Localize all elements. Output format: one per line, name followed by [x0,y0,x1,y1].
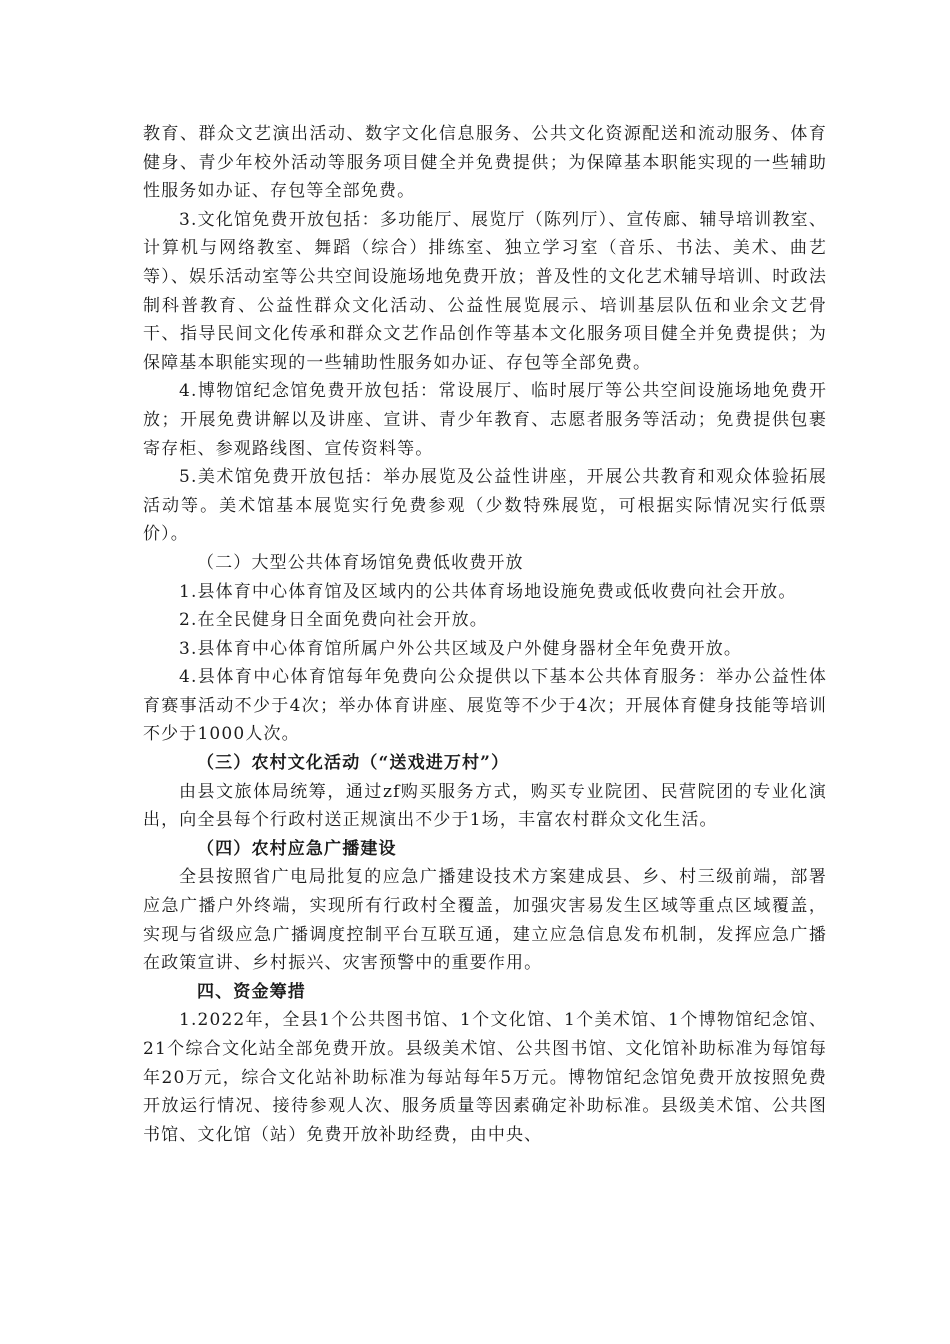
paragraph-cultural-center: 3.文化馆免费开放包括：多功能厅、展览厅（陈列厅）、宣传廊、辅导培训教室、计算机与网络教室、舞蹈（综合）排练室、独立学习室（音乐、书法、美术、曲艺等）、娱乐活动室等公共空间设施场地免费开放；普及性的文化艺术辅导培训、时政法制科普教育、公益性群众文化活动、公益性展览展示、培训基层队伍和业余文艺骨干、指导民间文化传承和群众文艺作品创作等基本文化服务项目健全并免费提供；为保障基本职能实现的一些辅助性服务如办证、存包等全部免费。 [143,209,827,373]
paragraph-emergency-broadcast: 全县按照省广电局批复的应急广播建设技术方案建成县、乡、村三级前端，部署应急广播户外终端，实现所有行政村全覆盖，加强灾害易发生区域等重点区域覆盖，实现与省级应急广播调度控制平台互联互通，建立应急信息发布机制，发挥应急广播在政策宣讲、乡村振兴、灾害预警中的重要作用。 [143,867,827,974]
document-page [143,120,827,1149]
section-heading-rural-culture: （三）农村文化活动（“送戏进万村”） [197,753,510,774]
paragraph-funding-1: 1.2022年，全县1个公共图书馆、1个文化馆、1个美术馆、1个博物馆纪念馆、21个综合文化站全部免费开放。县级美术馆、公共图书馆、文化馆补助标准为每馆每年20万元，综合文化站补助标准为每站每年5万元。博物馆纪念馆免费开放按照免费开放运行情况、接待参观人次、服务质量等因素确定补助标准。县级美术馆、公共图书馆、文化馆（站）免费开放补助经费，由中央、 [143,1010,827,1145]
paragraph-sports-2: 2.在全民健身日全面免费向社会开放。 [179,610,488,631]
section-heading-emergency-broadcast: （四）农村应急广播建设 [197,838,397,859]
paragraph-sports-4: 4.县体育中心体育馆每年免费向公众提供以下基本公共体育服务：举办公益性体育赛事活动不少于4次；举办体育讲座、展览等不少于4次；开展体育健身技能等培训不少于1000人次。 [143,667,827,745]
paragraph-free-services-continued: 教育、群众文艺演出活动、数字文化信息服务、公共文化资源配送和流动服务、体育健身、青少年校外活动等服务项目健全并免费提供；为保障基本职能实现的一些辅助性服务如办证、存包等全部免费。 [143,124,827,202]
paragraph-art-museum: 5.美术馆免费开放包括：举办展览及公益性讲座，开展公共教育和观众体验拓展活动等。美术馆基本展览实行免费参观（少数特殊展览，可根据实际情况实行低票价）。 [143,467,827,545]
paragraph-rural-culture: 由县文旅体局统筹，通过zf购买服务方式，购买专业院团、民营院团的专业化演出，向全县每个行政村送正规演出不少于1场，丰富农村群众文化生活。 [143,781,827,831]
section-heading-sports-venues: （二）大型公共体育场馆免费低收费开放 [197,552,524,573]
section-heading-funding: 四、资金筹措 [197,981,306,1002]
paragraph-sports-3: 3.县体育中心体育馆所属户外公共区域及户外健身器材全年免费开放。 [179,638,743,659]
paragraph-museum: 4.博物馆纪念馆免费开放包括：常设展厅、临时展厅等公共空间设施场地免费开放；开展免费讲解以及讲座、宣讲、青少年教育、志愿者服务等活动；免费提供包裹寄存柜、参观路线图、宣传资料等。 [143,381,827,459]
paragraph-sports-1: 1.县体育中心体育馆及区域内的公共体育场地设施免费或低收费向社会开放。 [179,581,797,602]
